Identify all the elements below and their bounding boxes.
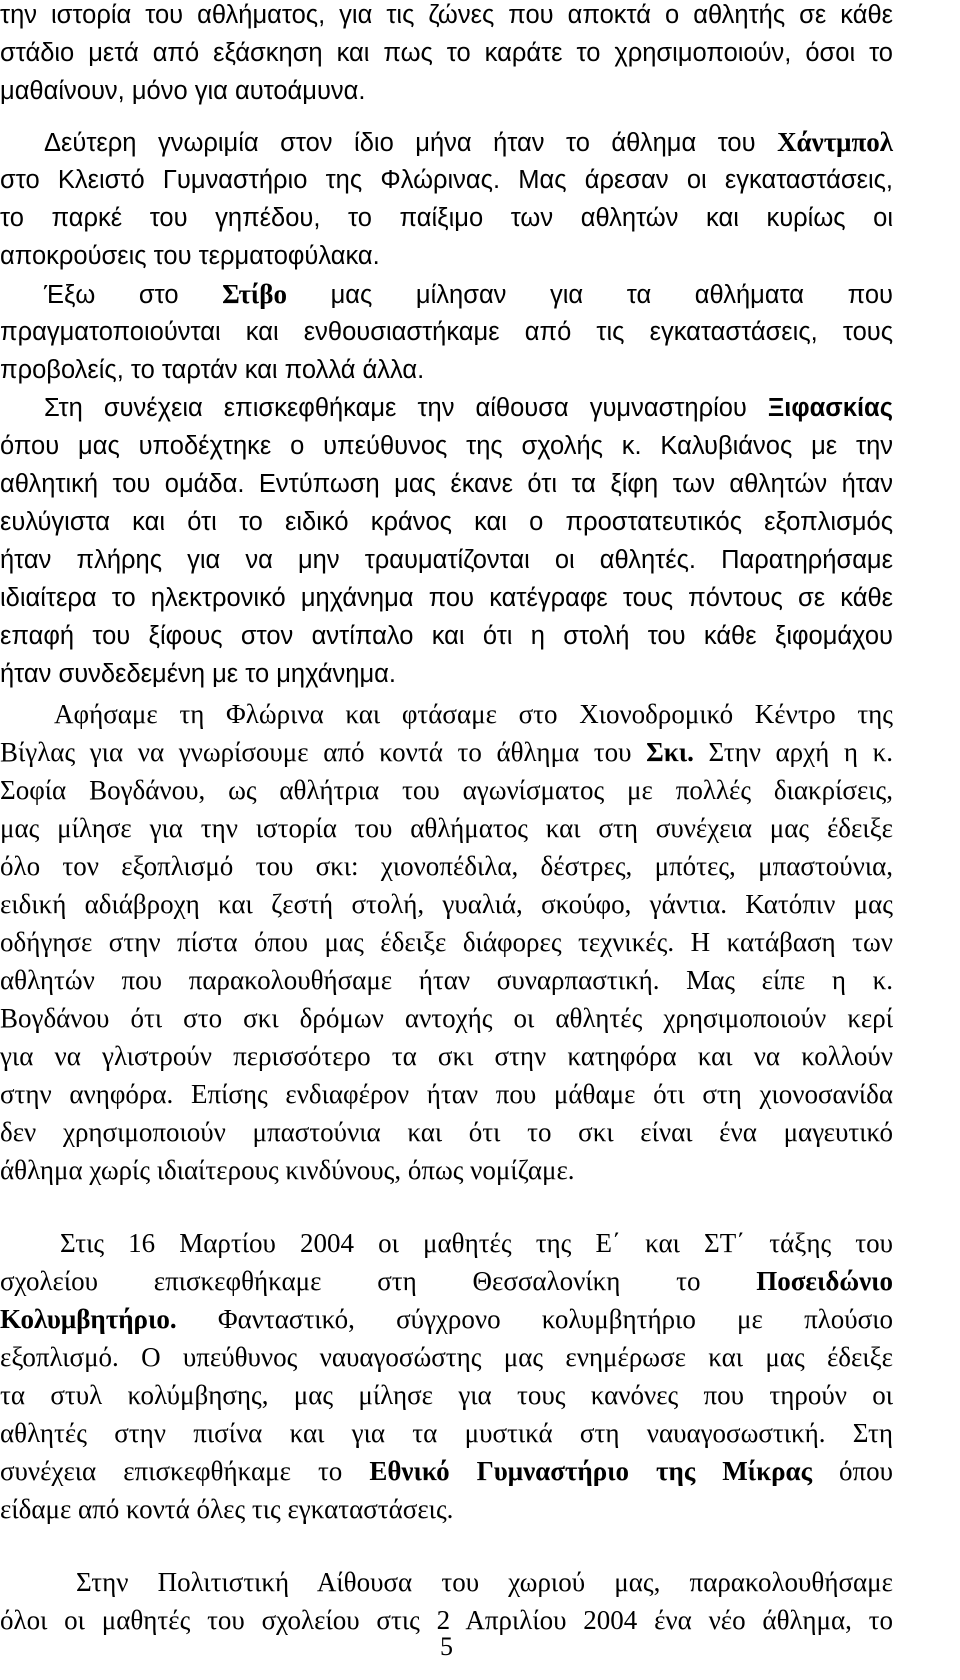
text-run: σχολείου επισκεφθήκαμε στη Θεσσαλονίκη το <box>0 1266 757 1296</box>
text-line: πραγματοποιούνται και ενθουσιαστήκαμε από τις εγκαταστάσεις, τους <box>0 318 893 346</box>
text-line: οδήγησε στην πίστα όπου μας έδειξε διάφορες τεχνικές. Η κατάβαση των <box>0 927 893 957</box>
text-line: ευλύγιστα και ότι το ειδικό κράνος και ο προστατευτικός εξοπλισμός <box>0 508 893 536</box>
text-line: στάδιο μετά από εξάσκηση και πως το καράτε το χρησιμοποιούν, όσοι το <box>0 39 893 67</box>
page-number: 5 <box>440 1632 453 1661</box>
text-line: Στις 16 Μαρτίου 2004 οι μαθητές της Ε΄ και ΣΤ΄ τάξης του <box>60 1228 893 1258</box>
text-run: Δεύτερη γνωριμία στον ίδιο μήνα ήταν το άθλημα του <box>44 129 778 157</box>
bold-term-stivos: Στίβο <box>222 279 288 309</box>
text-line: επαφή του ξίφους στον αντίπαλο και ότι η στολή του κάθε ξιφομάχου <box>0 622 893 650</box>
paragraph-pool-line <box>0 1262 893 1300</box>
text-line: όπου μας υποδέχτηκε ο υπεύθυνος της σχολής κ. Καλυβιάνος με την <box>0 432 893 460</box>
text-run: όπου <box>811 1456 894 1486</box>
bold-term-handball: Χάντμπολ <box>777 127 893 157</box>
text-line: Βογδάνου ότι στο σκι δρόμων αντοχής οι αθλητές χρησιμοποιούν κερί <box>0 1003 893 1033</box>
text-line: μας μίλησε για την ιστορία του αθλήματος και στη συνέχεια μας έδειξε <box>0 813 893 843</box>
text-line: στην ανηφόρα. Επίσης ενδιαφέρον ήταν που μάθαμε ότι στη χιονοσανίδα <box>0 1079 893 1109</box>
text-line: ήταν πλήρης για να μην τραυματίζονται οι αθλητές. Παρατηρήσαμε <box>0 546 893 574</box>
text-line: αθλητική του ομάδα. Εντύπωση μας έκανε ότι τα ξίφη των αθλητών ήταν <box>0 470 893 498</box>
text-line: αθλητές στην πισίνα και για τα μυστικά στη ναυαγοσωστική. Στη <box>0 1418 893 1448</box>
text-line: άθλημα χωρίς ιδιαίτερους κινδύνους, όπως νομίζαμε. <box>0 1155 575 1185</box>
text-line: Στην Πολιτιστική Αίθουσα του χωριού μας, παρακολουθήσαμε <box>76 1567 893 1597</box>
text-line: αποκρούσεις του τερματοφύλακα. <box>0 242 380 270</box>
text-line: μαθαίνουν, μόνο για αυτοάμυνα. <box>0 77 366 105</box>
paragraph-pool-line <box>0 1452 893 1490</box>
text-line: όλοι οι μαθητές του σχολείου στις 2 Απριλίου 2004 ένα νέο άθλημα, το <box>0 1605 893 1635</box>
text-line: για να γλιστρούν περισσότερο τα σκι στην κατηφόρα και να κολλούν <box>0 1041 893 1071</box>
text-line: προβολείς, το ταρτάν και πολλά άλλα. <box>0 356 425 384</box>
text-line: ιδιαίτερα το ηλεκτρονικό μηχάνημα που κατέγραφε τους πόντους σε κάθε <box>0 584 893 612</box>
text-run: Έξω στο <box>44 281 223 309</box>
text-run: μας μίλησαν για τα αθλήματα που <box>287 281 893 309</box>
text-run: Φανταστικό, σύγχρονο κολυμβητήριο με πλούσιο <box>176 1304 893 1334</box>
text-line: ήταν συνδεδεμένη με το μηχάνημα. <box>0 660 396 688</box>
text-line: τα στυλ κολύμβησης, μας μίλησε για τους κανόνες που τηρούν οι <box>0 1380 893 1410</box>
bold-term-fencing: Ξιφασκίας <box>767 394 893 422</box>
text-run: Στην αρχή η κ. <box>693 737 893 767</box>
paragraph-handball-line <box>0 123 893 162</box>
text-line: όλο τον εξοπλισμό του σκι: χιονοπέδιλα, δέστρες, μπότες, μπαστούνια, <box>0 851 893 881</box>
text-line: εξοπλισμό. Ο υπεύθυνος ναυαγοσώστης μας ενημέρωσε και μας έδειξε <box>0 1342 893 1372</box>
text-line: είδαμε από κοντά όλες τις εγκαταστάσεις. <box>0 1494 454 1524</box>
text-run: Βίγλας για να γνωρίσουμε από κοντά το άθλημα του <box>0 737 647 767</box>
bold-term-pool: Ποσειδώνιο <box>756 1266 893 1296</box>
text-line: αθλητών που παρακολουθήσαμε ήταν συναρπαστική. Μας είπε η κ. <box>0 965 893 995</box>
bold-term-pool-2: Κολυμβητήριο. <box>0 1304 177 1334</box>
text-line: την ιστορία του αθλήματος, για τις ζώνες που αποκτά ο αθλητής σε κάθε <box>0 1 893 29</box>
text-run: Στη συνέχεια επισκεφθήκαμε την αίθουσα γυμναστηρίου <box>44 394 768 422</box>
paragraph-stivos-line <box>0 275 893 314</box>
text-run: συνέχεια επισκεφθήκαμε το <box>0 1456 370 1486</box>
text-line: το παρκέ του γηπέδου, το παίξιμο των αθλητών και κυρίως οι <box>0 204 893 232</box>
text-line: Αφήσαμε τη Φλώρινα και φτάσαμε στο Χιονοδρομικό Κέντρο της <box>54 699 893 729</box>
paragraph-fencing-line <box>0 389 893 427</box>
text-line: δεν χρησιμοποιούν μπαστούνια και ότι το σκι είναι ένα μαγευτικό <box>0 1117 893 1147</box>
text-line: ειδική αδιάβροχη και ζεστή στολή, γυαλιά, σκούφο, γάντια. Κατόπιν μας <box>0 889 893 919</box>
paragraph-ski-line <box>0 733 893 771</box>
bold-term-gym: Εθνικό Γυμναστήριο της Μίκρας <box>369 1456 812 1486</box>
paragraph-pool-line <box>0 1300 893 1338</box>
text-line: Σοφία Βογδάνου, ως αθλήτρια του αγωνίσματος με πολλές διακρίσεις, <box>0 775 893 805</box>
bold-term-ski: Σκι. <box>646 737 694 767</box>
text-line: στο Κλειστό Γυμναστήριο της Φλώρινας. Μας άρεσαν οι εγκαταστάσεις, <box>0 166 893 194</box>
